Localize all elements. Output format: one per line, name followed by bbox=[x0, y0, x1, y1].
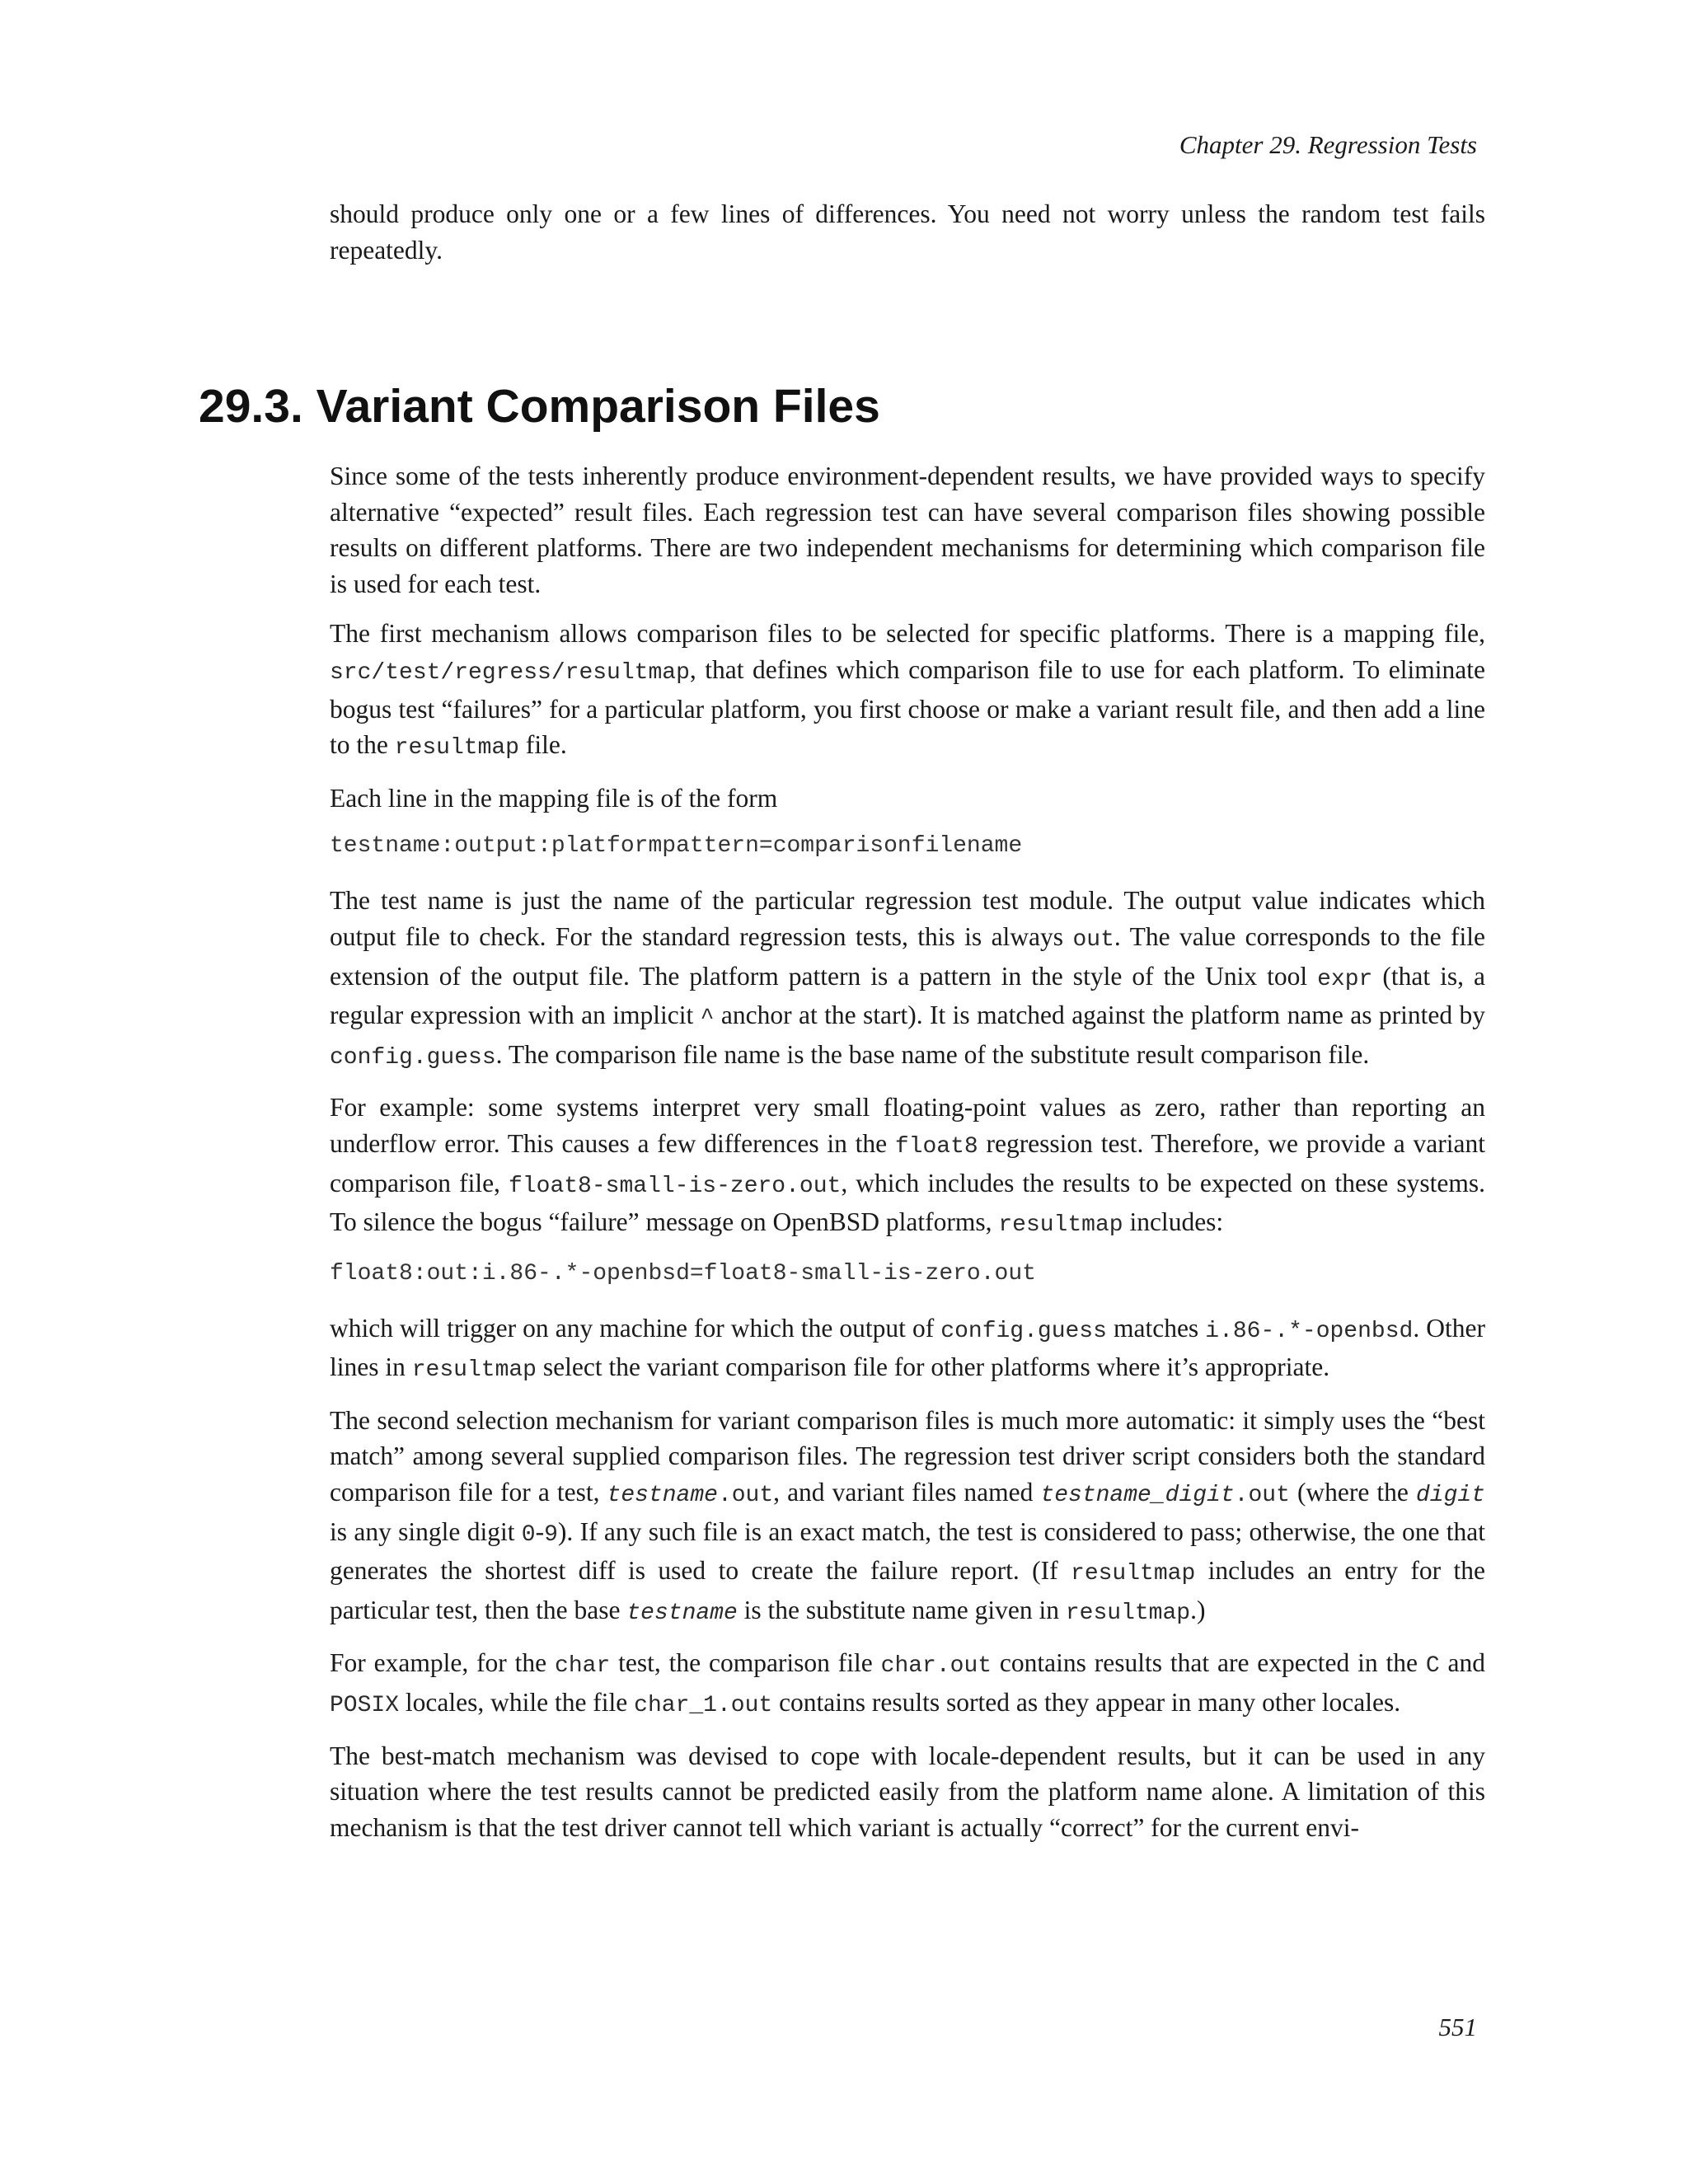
text-run: , that defines which comparison file to use for each platform. To eliminate bogus test “failures” for a particular platform, you first choose or make a variant result file, and then add a line to the bbox=[330, 654, 1485, 760]
placeholder-text: digit bbox=[1415, 1483, 1485, 1509]
text-run: anchor at the start). It is matched against the platform name as printed by bbox=[714, 1001, 1485, 1030]
text-run: file. bbox=[518, 730, 567, 760]
page-number: 551 bbox=[1438, 2013, 1477, 2041]
text-run: . The value corresponds to the file extension of the output file. The platform pattern is a pattern in the style of the Unix tool bbox=[330, 921, 1485, 991]
paragraph-9: The best-match mechanism was devised to cope with locale-dependent results, but it can be used in any situation where the test results cannot be predicted easily from the platform name alone. A limitation of this mechanism is that the test driver cannot tell which variant is actually “correct” for the current envi- bbox=[330, 1741, 1485, 1842]
text-run: test, the comparison file bbox=[610, 1648, 881, 1678]
inline-code: ^ bbox=[700, 1005, 715, 1032]
inline-code: .out bbox=[717, 1483, 774, 1509]
inline-code: resultmap bbox=[394, 735, 519, 762]
inline-code: i.86-.*-openbsd bbox=[1205, 1318, 1414, 1344]
inline-code: .out bbox=[1234, 1483, 1290, 1509]
section-heading: 29.3. Variant Comparison Files bbox=[199, 380, 880, 433]
intro-paragraph: should produce only one or a few lines of differences. You need not worry unless the random test fails repeatedly. bbox=[330, 199, 1485, 265]
inline-code: 9 bbox=[544, 1521, 558, 1548]
inline-code: char_1.out bbox=[634, 1693, 773, 1719]
paragraph-2 bbox=[330, 616, 1485, 766]
intro-block bbox=[330, 196, 1485, 282]
inline-code: C bbox=[1425, 1653, 1440, 1680]
inline-code: resultmap bbox=[1065, 1600, 1191, 1626]
paragraph-6 bbox=[330, 1310, 1485, 1389]
inline-code: 0 bbox=[521, 1521, 536, 1548]
inline-code: resultmap bbox=[411, 1357, 537, 1384]
inline-code: expr bbox=[1317, 966, 1373, 992]
placeholder-text: testname_digit bbox=[1040, 1483, 1235, 1509]
text-run: includes: bbox=[1123, 1207, 1224, 1237]
text-run: ). If any such file is an exact match, the test is considered to pass; otherwise, the one that generates the shortest diff is used to create the failure report. (If bbox=[330, 1516, 1485, 1586]
text-run: locales, while the file bbox=[399, 1688, 635, 1718]
text-run: and bbox=[1439, 1648, 1485, 1678]
text-run: - bbox=[535, 1516, 545, 1546]
inline-code: resultmap bbox=[1071, 1561, 1196, 1587]
text-run: The first mechanism allows comparison files to be selected for specific platforms. There is a mapping file, bbox=[330, 619, 1485, 649]
text-run: includes an entry for the particular test, then the base bbox=[330, 1556, 1485, 1624]
text-run: (where the bbox=[1289, 1478, 1416, 1507]
paragraph-5 bbox=[330, 1090, 1485, 1243]
running-header: Chapter 29. Regression Tests bbox=[1179, 130, 1477, 159]
text-run: The test name is just the name of the particular regression test module. The output value indicates which output file to check. For the standard regression tests, this is always bbox=[330, 886, 1485, 951]
inline-code: out bbox=[1072, 926, 1114, 953]
text-run: . Other lines in bbox=[330, 1313, 1485, 1382]
inline-code: float8 bbox=[894, 1133, 978, 1160]
inline-code: config.guess bbox=[330, 1044, 496, 1071]
text-run: (that is, a regular expression with an implicit bbox=[330, 961, 1485, 1030]
text-run: is the substitute name given in bbox=[737, 1595, 1066, 1624]
text-run: contains results sorted as they appear in many other locales. bbox=[772, 1688, 1401, 1718]
inline-code: char.out bbox=[880, 1653, 992, 1680]
text-run: contains results that are expected in the bbox=[992, 1648, 1426, 1678]
placeholder-text: testname bbox=[607, 1483, 718, 1509]
inline-code: src/test/regress/resultmap bbox=[330, 659, 690, 686]
code-block-resultmap-example: float8:out:i.86-.*-openbsd=float8-small-is-zero.out bbox=[330, 1260, 1036, 1286]
text-run: regression test. Therefore, we provide a variant comparison file, bbox=[330, 1128, 1485, 1197]
text-run: For example, for the bbox=[330, 1648, 556, 1678]
paragraph-3: Each line in the mapping file is of the form bbox=[330, 783, 778, 813]
text-run: which will trigger on any machine for which the output of bbox=[330, 1313, 941, 1343]
text-run: is any single digit bbox=[330, 1516, 522, 1546]
inline-code: resultmap bbox=[998, 1212, 1123, 1239]
inline-code: POSIX bbox=[330, 1693, 400, 1719]
text-run: , and variant files named bbox=[773, 1478, 1041, 1507]
inline-code: config.guess bbox=[940, 1318, 1107, 1344]
text-run: . The comparison file name is the base name of the substitute result comparison file. bbox=[495, 1039, 1370, 1069]
placeholder-text: testname bbox=[626, 1600, 738, 1626]
paragraph-7 bbox=[330, 1403, 1485, 1632]
paragraph-8 bbox=[330, 1645, 1485, 1723]
text-run: , which includes the results to be expected on these systems. To silence the bogus “failure” message on OpenBSD platforms, bbox=[330, 1168, 1485, 1237]
text-run: .) bbox=[1190, 1595, 1206, 1624]
text-run: matches bbox=[1106, 1313, 1206, 1343]
text-run: The second selection mechanism for variant comparison files is much more automatic: it simply uses the “best match” among several supplied comparison files. The regression test driver script considers both the standard comparison file for a test, bbox=[330, 1405, 1485, 1507]
paragraph-1: Since some of the tests inherently produce environment-dependent results, we have provided ways to specify alternative “expected” result files. Each regression test can have several comparison files showing possible results on different platforms. There are two independent mechanisms for determining which comparison file is used for each test. bbox=[330, 462, 1485, 598]
text-run: select the variant comparison file for other platforms where it’s appropriate. bbox=[536, 1352, 1330, 1382]
paragraph-4 bbox=[330, 883, 1485, 1076]
code-block-mapping-form: testname:output:platformpattern=comparisonfilename bbox=[330, 833, 1023, 860]
inline-code: float8-small-is-zero.out bbox=[509, 1173, 842, 1199]
section-body bbox=[330, 458, 1485, 1859]
text-run: For example: some systems interpret very small floating-point values as zero, rather than reporting an underflow error. This causes a few differences in the bbox=[330, 1093, 1485, 1158]
inline-code: char bbox=[555, 1653, 611, 1680]
